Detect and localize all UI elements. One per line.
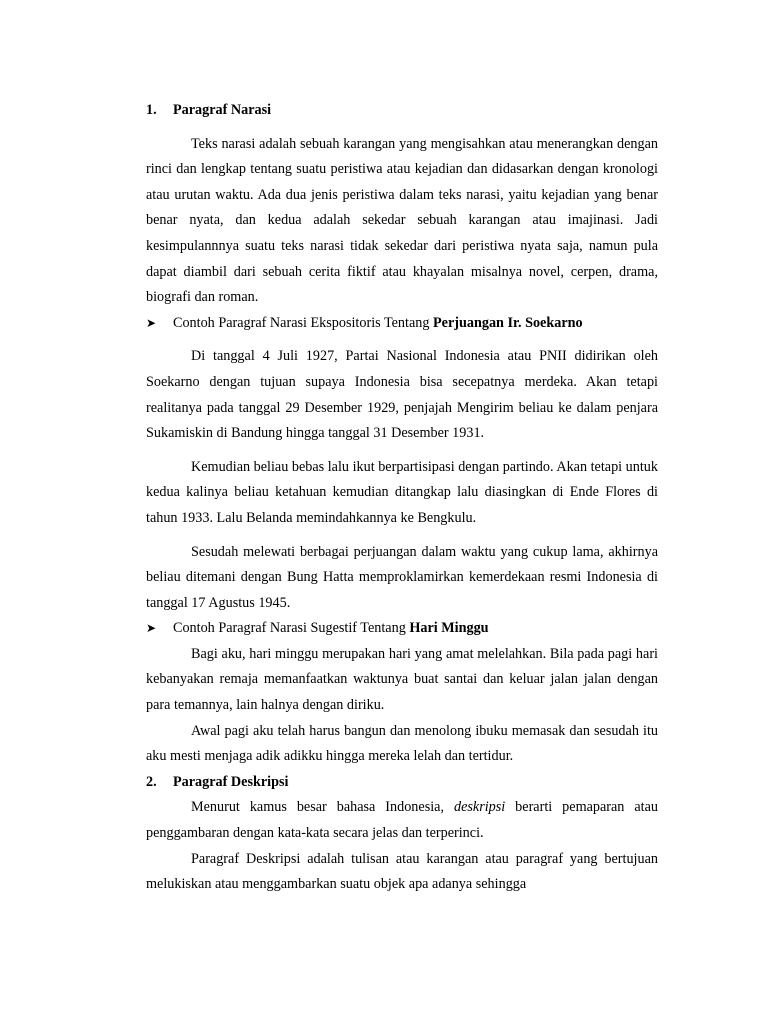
ekspositoris-paragraph-1: Di tanggal 4 Juli 1927, Partai Nasional Indonesia atau PNII didirikan oleh Soekarno dengan tujuan supaya Indonesia bisa secepatnya merdeka. Akan tetapi realitanya pada tanggal 29 Desember 1929, penjajah Mengirim beliau ke dalam penjara Sukamiskin di Bandung hingga tanggal 31 Desember 1931. [146,348,658,442]
arrow-right-bullet-icon: ➤ [146,621,157,636]
section-number: 2. [146,773,157,790]
deskripsi-paragraph-2: Paragraf Deskripsi adalah tulisan atau karangan atau paragraf yang bertujuan melukiskan atau menggambarkan suatu objek apa adanya sehingga [146,850,658,893]
ekspositoris-paragraph-3: Sesudah melewati berbagai perjuangan dalam waktu yang cukup lama, akhirnya beliau ditemani dengan Bung Hatta memproklamirkan kemerdekaan resmi Indonesia di tanggal 17 Agustus 1945. [146,543,658,611]
section-title: Paragraf Deskripsi [173,773,289,790]
narasi-intro-paragraph: Teks narasi adalah sebuah karangan yang mengisahkan atau menerangkan dengan rinci dan lengkap tentang suatu peristiwa atau kejadian dan didasarkan dengan kronologi atau urutan waktu. Ada dua jenis peristiwa dalam teks narasi, yaitu kejadian yang benar benar nyata, dan kedua adalah sekedar sebuah karangan atau imajinasi. Jadi kesimpulannnya suatu teks narasi tidak sekedar dari peristiwa nyata saja, namun pula dapat diambil dari sebuah cerita fiktif atau khayalan misalnya novel, cerpen, drama, biografi dan roman. [146,135,658,306]
italic-term: deskripsi [453,799,506,816]
document-body [146,98,658,898]
section-heading-narasi [146,98,658,124]
sugestif-paragraph-1: Bagi aku, hari minggu merupakan hari yang amat melelahkan. Bila pada pagi hari kebanyakan remaja memanfaatkan waktunya buat santai dan keluar jalan jalan dengan para temannya, lain halnya dengan diriku. [146,645,658,714]
example-topic: Hari Minggu [409,620,489,637]
sugestif-paragraph-2: Awal pagi aku telah harus bangun dan menolong ibuku memasak dan sesudah itu aku mesti menjaga adik adikku hingga mereka lelah dan tertidur. [146,722,658,765]
arrow-right-bullet-icon: ➤ [146,315,157,330]
example-heading-sugestif [146,616,658,642]
section-title: Paragraf Narasi [173,102,272,118]
ekspositoris-paragraph-2: Kemudian beliau bebas lalu ikut berpartisipasi dengan partindo. Akan tetapi untuk kedua kalinya beliau ketahuan kemudian ditangkap lalu diasingkan di Ende Flores di tahun 1933. Lalu Belanda memindahkannya ke Bengkulu. [146,458,658,526]
deskripsi-paragraph-1: Menurut kamus besar bahasa Indonesia, deskripsi berarti pemaparan atau penggambaran dengan kata-kata secara jelas dan terperinci. [146,799,658,842]
example-heading-text: Contoh Paragraf Narasi Ekspositoris Tentang Perjuangan Ir. Soekarno [173,314,583,331]
example-heading-ekspositoris [146,311,658,337]
example-topic: Perjuangan Ir. Soekarno [432,314,583,331]
example-heading-text: Contoh Paragraf Narasi Sugestif Tentang Hari Minggu [173,620,489,637]
section-number: 1. [146,102,157,118]
section-heading-deskripsi [146,770,658,796]
